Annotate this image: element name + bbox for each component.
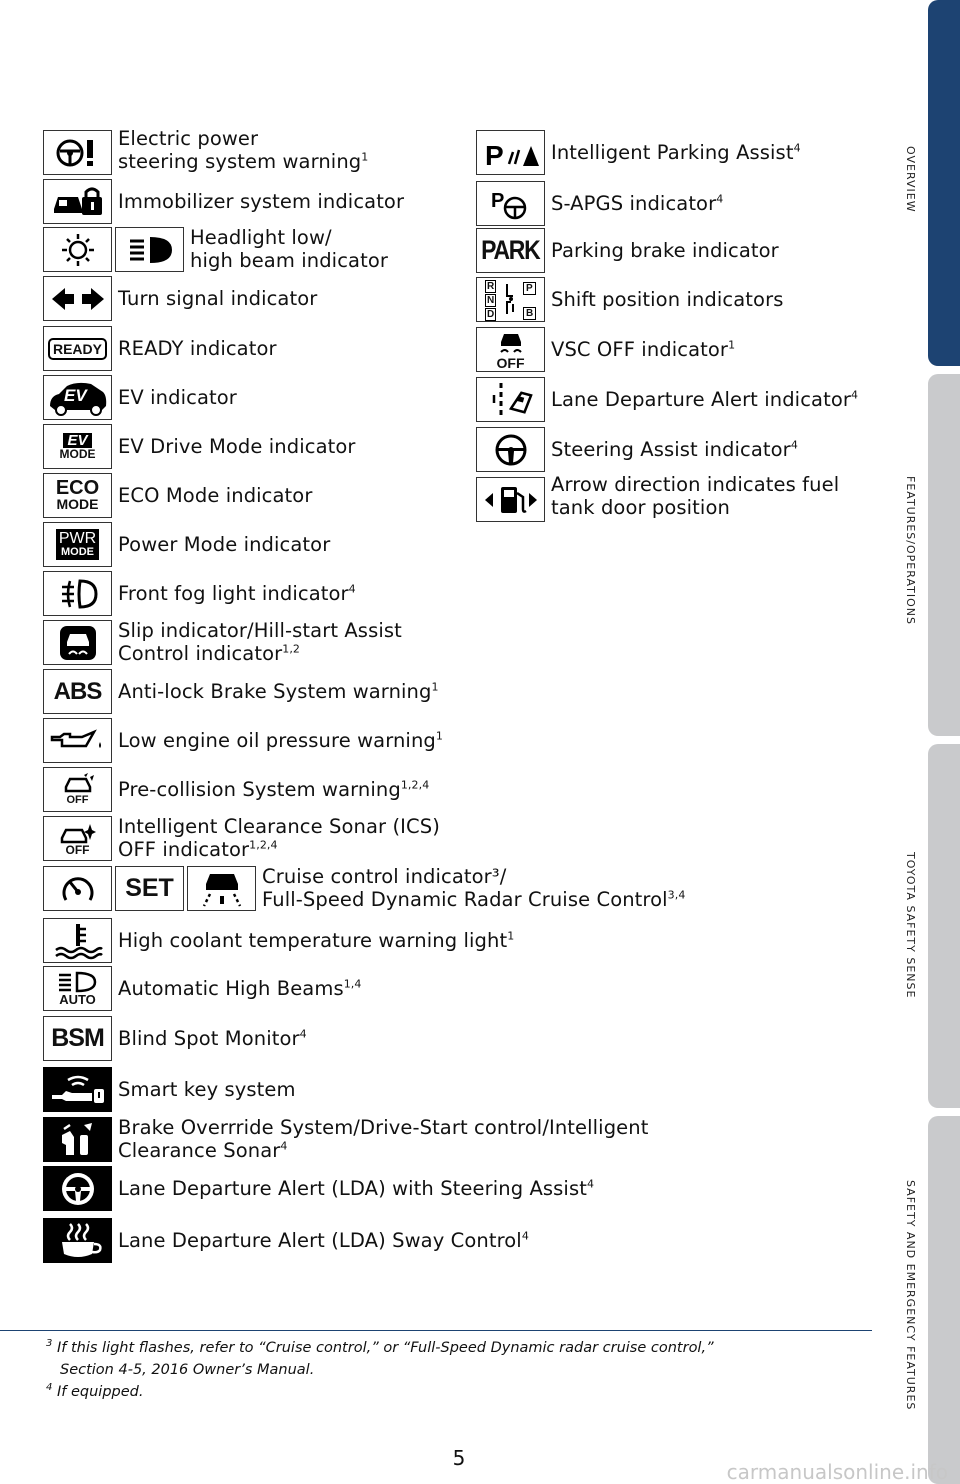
cruise-control-icon [43, 866, 112, 911]
indicator-label: Front fog light indicator$^4$ [118, 582, 356, 605]
indicator-label: READY indicator [118, 337, 277, 360]
cruise-set-icon [115, 866, 184, 911]
vsc-off-icon-text: OFF [496, 354, 525, 371]
steering-assist-icon [476, 427, 545, 472]
lda-steering-assist-icon [43, 1166, 112, 1211]
indicator-row-fuel [476, 472, 840, 522]
high-beam-icon [115, 227, 184, 272]
ev-icon-text: EV [64, 386, 87, 405]
power-mode-icon [43, 522, 112, 567]
indicator-label: Automatic High Beams$^{1,4}$ [118, 977, 362, 1000]
fuel-door-icon [476, 477, 545, 522]
indicator-label: Anti-lock Brake System warning$^1$ [118, 680, 439, 703]
indicator-label: Headlight low/ high beam indicator [190, 225, 388, 272]
blind-spot-monitor-icon [43, 1016, 112, 1061]
parking-brake-icon [476, 228, 545, 273]
eco-icon-text: ECO [55, 477, 100, 500]
indicator-label: Pre-collision System warning$^{1,2,4}$ [118, 778, 430, 801]
indicator-row-cruise [43, 866, 685, 911]
abs-warning-icon [43, 669, 112, 714]
indicator-row-turn [43, 276, 317, 321]
footnotes [46, 1337, 714, 1403]
oil-pressure-icon [43, 718, 112, 763]
auto-high-beam-icon [43, 966, 112, 1011]
ev-drive-mode-icon [43, 424, 112, 469]
radar-cruise-icon [187, 866, 256, 911]
ics-off-icon-text: OFF [65, 842, 90, 857]
indicator-row-steering-assist [476, 427, 798, 472]
page-number: 5 [452, 1446, 466, 1470]
ev-mode-icon-text: EV [63, 433, 91, 448]
lda-sway-control-icon [43, 1218, 112, 1263]
indicator-row-vsc [476, 327, 735, 372]
footnote-4: $^4$ If equipped. [46, 1382, 144, 1400]
side-label-safety: SAFETY AND EMERGENCY FEATURES [904, 1180, 917, 1411]
immobilizer-icon [43, 179, 112, 224]
indicator-label: Arrow direction indicates fuel tank door position [551, 472, 840, 519]
park-icon-text: PARK [481, 235, 540, 265]
ready-icon [43, 326, 112, 371]
shift-d-text: D [487, 309, 495, 320]
indicator-row-sapgs [476, 181, 723, 226]
smart-key-icon [43, 1067, 112, 1112]
tab-toyota-safety-sense[interactable] [928, 744, 960, 1108]
shift-r-text: R [487, 281, 495, 292]
footnote-3: $^3$ If this light flashes, refer to “Cruise control,” or “Full-Speed Dynamic radar cruise control,” [46, 1338, 714, 1356]
indicator-label: Steering Assist indicator$^4$ [551, 438, 798, 461]
indicator-row-ready [43, 326, 277, 371]
side-label-features: FEATURES/OPERATIONS [904, 476, 917, 625]
mode-icon-text: MODE [59, 447, 96, 461]
indicator-label: EV indicator [118, 386, 237, 409]
slip-indicator-icon [43, 620, 112, 665]
pre-collision-icon [43, 767, 112, 812]
indicator-label: S-APGS indicator$^4$ [551, 192, 724, 215]
indicator-label: Shift position indicators [551, 288, 784, 311]
indicator-row-lda-sway [43, 1218, 529, 1263]
indicator-label: VSC OFF indicator$^1$ [551, 338, 736, 361]
indicator-row-fog [43, 571, 356, 616]
tab-overview[interactable] [928, 0, 960, 366]
side-label-tss: TOYOTA SAFETY SENSE [904, 852, 917, 999]
indicator-label: ECO Mode indicator [118, 484, 313, 507]
indicator-label: Smart key system [118, 1078, 296, 1101]
indicator-row-shift [476, 277, 783, 322]
indicator-row-bos [43, 1117, 648, 1162]
headlight-low-icon [43, 227, 112, 272]
indicator-row-headlight [43, 227, 388, 272]
front-fog-light-icon [43, 571, 112, 616]
lane-departure-alert-icon [476, 377, 545, 422]
indicator-row-immobilizer [43, 179, 404, 224]
indicator-label: Cruise control indicator³/ Full-Speed Dynamic Radar Cruise Control$^{3,4}$ [262, 864, 686, 911]
off-icon-text: OFF [66, 794, 89, 806]
intelligent-parking-assist-icon [476, 130, 545, 175]
indicator-row-ahb [43, 966, 362, 1011]
svg-text:P: P [490, 189, 504, 212]
indicator-label: Lane Departure Alert indicator$^4$ [551, 388, 859, 411]
indicator-row-ev [43, 375, 237, 420]
indicator-label: Lane Departure Alert (LDA) with Steering Assist$^4$ [118, 1177, 595, 1200]
indicator-label: Immobilizer system indicator [118, 190, 405, 213]
shift-p-text: P [523, 282, 536, 295]
ics-off-icon [43, 816, 112, 861]
turn-signal-icon [43, 276, 112, 321]
side-label-overview: OVERVIEW [904, 146, 917, 213]
indicator-label: Brake Overrride System/Drive-Start control/Intelligent Clearance Sonar$^4$ [118, 1115, 649, 1162]
indicator-label: Blind Spot Monitor$^4$ [118, 1027, 307, 1050]
indicator-row-bsm [43, 1016, 307, 1061]
indicator-label: Turn signal indicator [118, 287, 318, 310]
indicator-row-precollision [43, 767, 429, 812]
indicator-label: Electric power steering system warning$^1$ [118, 126, 369, 173]
indicator-label: Intelligent Parking Assist$^4$ [551, 141, 801, 164]
indicator-label: Intelligent Clearance Sonar (ICS) OFF indicator$^{1,2,4}$ [118, 814, 440, 861]
s-apgs-icon [476, 181, 545, 226]
indicator-row-eco [43, 473, 312, 518]
shift-b-text: B [523, 307, 536, 320]
side-tabs [928, 0, 960, 1484]
eco-mode-icon [43, 473, 112, 518]
indicator-row-abs [43, 669, 439, 714]
tab-features-operations[interactable] [928, 374, 960, 736]
indicator-row-pwr [43, 522, 330, 567]
indicator-label: EV Drive Mode indicator [118, 435, 356, 458]
indicator-row-ev-mode [43, 424, 356, 469]
auto-icon-text: AUTO [59, 992, 96, 1007]
shift-n-text: N [487, 295, 495, 306]
indicator-label: Lane Departure Alert (LDA) Sway Control$^4$ [118, 1229, 529, 1252]
bsm-icon-text: BSM [51, 1024, 104, 1052]
pwr-icon-text: PWR [58, 530, 97, 547]
indicator-label: Slip indicator/Hill-start Assist Control indicator$^{1,2}$ [118, 618, 402, 665]
tab-safety-emergency[interactable] [928, 1116, 960, 1484]
indicator-row-ipa [476, 130, 801, 175]
coolant-temp-icon [43, 918, 112, 963]
watermark: carmanualsonline.info [726, 1460, 948, 1484]
vsc-off-icon [476, 327, 545, 372]
indicator-label: High coolant temperature warning light$^1$ [118, 929, 515, 952]
indicator-row-slip [43, 620, 402, 665]
indicator-row-lda-sa [43, 1166, 594, 1211]
indicator-label: Parking brake indicator [551, 239, 779, 262]
pwr-mode-icon-text: MODE [60, 546, 94, 558]
indicator-row-eps [43, 126, 369, 175]
power-steering-warning-icon [43, 130, 112, 175]
ev-car-icon [43, 375, 112, 420]
indicator-row-coolant [43, 918, 514, 963]
set-icon-text: SET [125, 874, 174, 902]
footnote-3-cont: Section 4-5, 2016 Owner’s Manual. [60, 1362, 315, 1378]
svg-text:P: P [484, 139, 504, 171]
indicator-label: Power Mode indicator [118, 533, 331, 556]
brake-override-icon [43, 1117, 112, 1162]
indicator-row-oil [43, 718, 443, 763]
ready-icon-text: READY [48, 338, 107, 360]
indicator-row-ics [43, 816, 440, 861]
abs-icon-text: ABS [53, 677, 102, 705]
footnote-rule [0, 1330, 872, 1331]
indicator-row-parking-brake [476, 228, 779, 273]
eco-mode-icon-text: MODE [56, 496, 99, 513]
indicator-row-smartkey [43, 1067, 296, 1112]
indicator-label: Low engine oil pressure warning$^1$ [118, 729, 443, 752]
indicator-row-lda [476, 377, 858, 422]
shift-position-icon [476, 277, 545, 322]
